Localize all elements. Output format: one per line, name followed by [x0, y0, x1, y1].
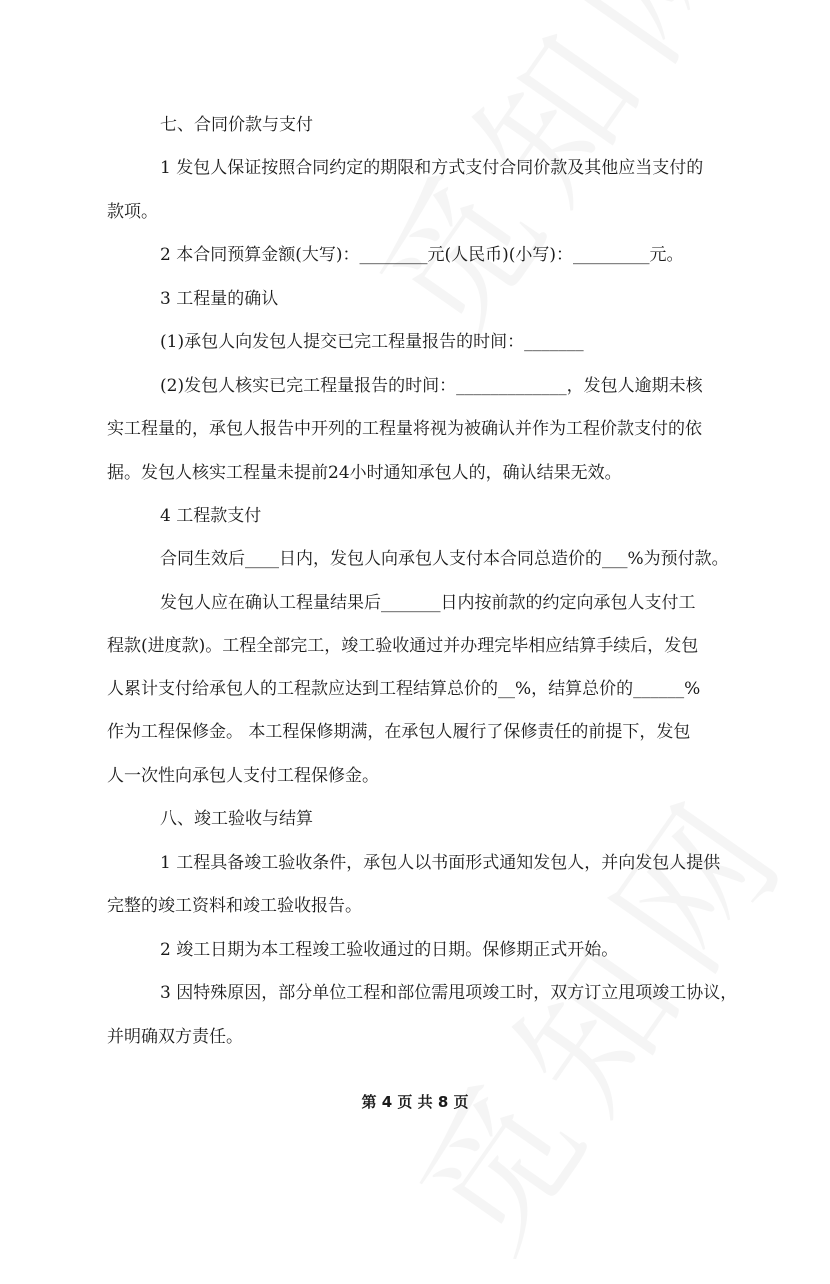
paragraph-line: 1 工程具备竣工验收条件，承包人以书面形式通知发包人，并向发包人提供 — [160, 853, 721, 873]
subsection-heading: 3 工程量的确认 — [160, 289, 279, 309]
page-number-footer: 第 4 页 共 8 页 — [361, 1093, 469, 1111]
section-heading: 七、合同价款与支付 — [160, 115, 313, 135]
paragraph-line: 1 发包人保证按照合同约定的期限和方式支付合同价款及其他应当支付的 — [160, 158, 704, 178]
paragraph-line: 实工程量的，承包人报告中开列的工程量将视为被确认并作为工程价款支付的依 — [107, 419, 702, 439]
paragraph-line: 人累计支付给承包人的工程款应达到工程结算总价的__%，结算总价的______% — [107, 679, 701, 699]
watermark — [320, 0, 789, 374]
paragraph-line: 作为工程保修金。 本工程保修期满，在承包人履行了保修责任的前提下，发包 — [107, 722, 691, 742]
paragraph-line: (1)承包人向发包人提交已完工程量报告的时间：_______ — [160, 332, 584, 352]
paragraph-line: 完整的竣工资料和竣工验收报告。 — [107, 896, 362, 916]
subsection-heading: 4 工程款支付 — [160, 506, 262, 526]
paragraph-line: 程款(进度款)。工程全部完工，竣工验收通过并办理完毕相应结算手续后，发包 — [107, 636, 699, 656]
paragraph-line: 2 竣工日期为本工程竣工验收通过的日期。保修期正式开始。 — [160, 940, 619, 960]
paragraph-line: 发包人应在确认工程量结果后_______日内按前款的约定向承包人支付工 — [160, 593, 696, 613]
watermark — [360, 742, 829, 1284]
paragraph-line: 2 本合同预算金额(大写)：________元(人民币)(小写)：_________元。 — [160, 245, 684, 265]
paragraph-line: 据。发包人核实工程量未提前24小时通知承包人的，确认结果无效。 — [107, 463, 622, 483]
paragraph-line: 并明确双方责任。 — [107, 1027, 243, 1047]
paragraph-line: 合同生效后____日内，发包人向承包人支付本合同总造价的___%为预付款。 — [160, 549, 729, 569]
paragraph-line: (2)发包人核实已完工程量报告的时间：_____________，发包人逾期未核 — [160, 376, 703, 396]
paragraph-line: 人一次性向承包人支付工程保修金。 — [107, 766, 379, 786]
section-heading: 八、竣工验收与结算 — [160, 809, 313, 829]
paragraph-line: 款项。 — [107, 202, 158, 222]
paragraph-line: 3 因特殊原因，部分单位工程和部位需甩项竣工时，双方订立甩项竣工协议， — [160, 983, 738, 1003]
